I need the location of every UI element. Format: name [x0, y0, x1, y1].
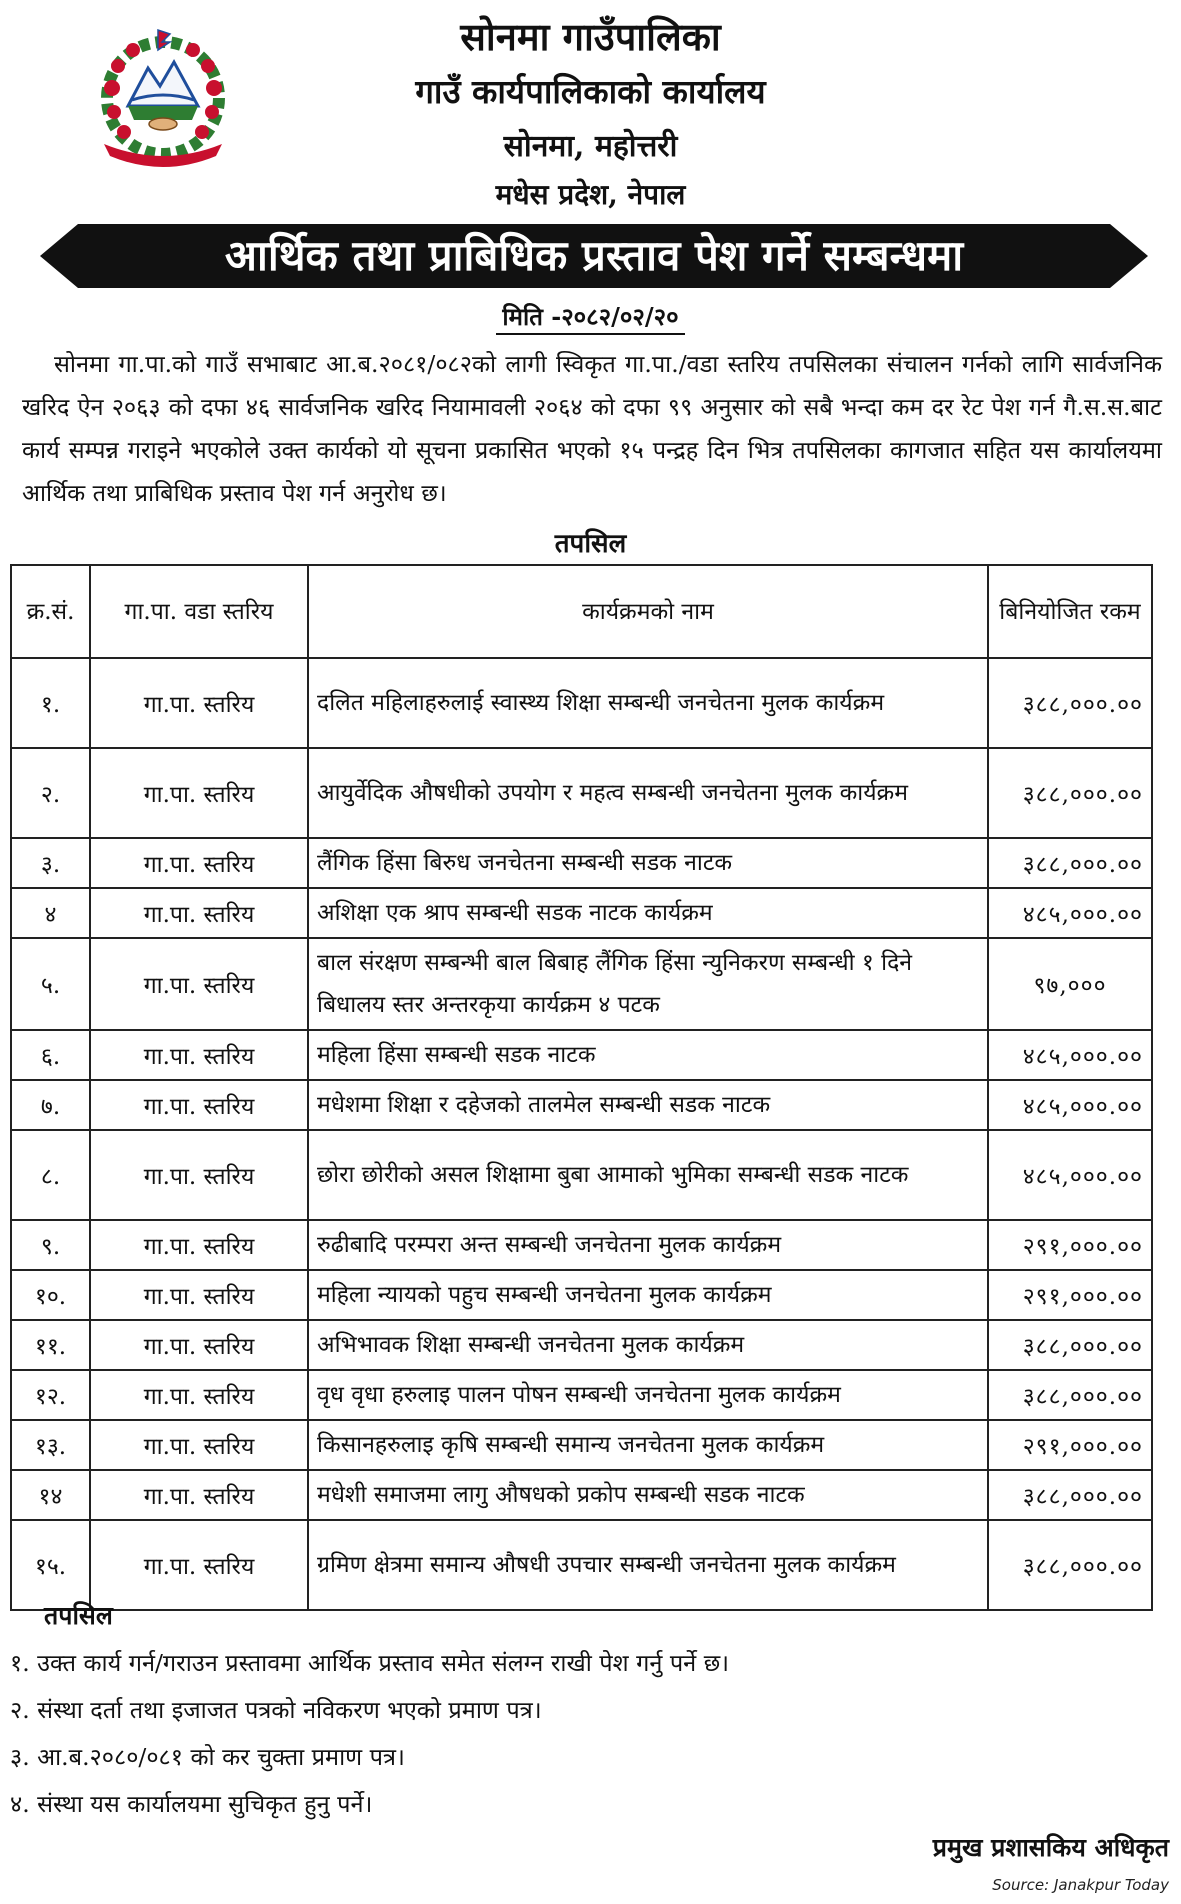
- row-program-name: रुढीबादि परम्परा अन्त सम्बन्धी जनचेतना मुलक कार्यक्रम: [308, 1220, 988, 1270]
- row-amount: ९७,०००: [988, 938, 1152, 1030]
- table-row: [11, 1320, 1152, 1370]
- row-level: गा.पा. स्तरिय: [90, 1420, 308, 1470]
- table-row: [11, 1370, 1152, 1420]
- row-amount: ४८५,०००.००: [988, 1080, 1152, 1130]
- location: सोनमा, महोत्तरी: [503, 129, 678, 164]
- office-name: गाउँ कार्यपालिकाको कार्यालय: [415, 72, 766, 111]
- row-level: गा.पा. स्तरिय: [90, 838, 308, 888]
- row-program-name: दलित महिलाहरुलाई स्वास्थ्य शिक्षा सम्बन्धी जनचेतना मुलक कार्यक्रम: [308, 658, 988, 748]
- list-item: ४. संस्था यस कार्यालयमा सुचिकृत हुनु पर्ने।: [10, 1790, 373, 1818]
- row-level: गा.पा. स्तरिय: [90, 1080, 308, 1130]
- list-item: २. संस्था दर्ता तथा इजाजत पत्रको नविकरण भएको प्रमाण पत्र।: [10, 1696, 542, 1724]
- row-serial: १२.: [11, 1370, 90, 1420]
- row-amount: ३८८,०००.००: [988, 1320, 1152, 1370]
- row-level: गा.पा. स्तरिय: [90, 658, 308, 748]
- row-serial: ३.: [11, 838, 90, 888]
- row-amount: ३८८,०००.००: [988, 838, 1152, 888]
- col-level: गा.पा. वडा स्तरिय: [90, 565, 308, 658]
- notes-title: तपसिल: [44, 1601, 113, 1630]
- table-row: [11, 1030, 1152, 1080]
- row-program-name: बाल संरक्षण सम्बन्भी बाल बिबाह लैंगिक हिंसा न्युनिकरण सम्बन्धी १ दिने बिधालय स्तर अन्तरकृया कार्यक्रम ४ पटक: [308, 938, 988, 1030]
- row-amount: ३८८,०००.००: [988, 658, 1152, 748]
- table-row: [11, 888, 1152, 938]
- row-level: गा.पा. स्तरिय: [90, 1030, 308, 1080]
- row-program-name: ग्रमिण क्षेत्रमा समान्य औषधी उपचार सम्बन्धी जनचेतना मुलक कार्यक्रम: [308, 1520, 988, 1610]
- table-row: [11, 1420, 1152, 1470]
- row-program-name: आयुर्वेदिक औषधीको उपयोग र महत्व सम्बन्धी जनचेतना मुलक कार्यक्रम: [308, 748, 988, 838]
- table-header-row: [11, 565, 1152, 658]
- table-row: [11, 1220, 1152, 1270]
- row-amount: ४८५,०००.००: [988, 1130, 1152, 1220]
- table-row: [11, 1470, 1152, 1520]
- row-serial: १३.: [11, 1420, 90, 1470]
- table-row: [11, 838, 1152, 888]
- row-level: गा.पा. स्तरिय: [90, 1520, 308, 1610]
- row-serial: ११.: [11, 1320, 90, 1370]
- notice-body: सोनमा गा.पा.को गाउँ सभाबाट आ.ब.२०८१/०८२को लागी स्विकृत गा.पा./वडा स्तरिय तपसिलका संचालन गर्नको लागि सार्वजनिक खरिद ऐन २०६३ को दफा ४६ सार्वजनिक खरिद नियामावली २०६४ को दफा ९९ अनुसार को सबै भन्दा कम दर रेट पेश गर्न गै.स.स.बाट कार्य सम्पन्न गराइने भएकोले उक्त कार्यको यो सूचना प्रकासित भएको १५ पन्द्रह दिन भित्र तपसिलका कागजात सहित यस कार्यालयमा आर्थिक तथा प्राबिधिक प्रस्ताव पेश गर्न अनुरोध छ।: [22, 350, 1162, 507]
- notes-list: [10, 1640, 1160, 1828]
- row-program-name: वृध वृधा हरुलाइ पालन पोषन सम्बन्धी जनचेतना मुलक कार्यक्रम: [308, 1370, 988, 1420]
- table-row: [11, 748, 1152, 838]
- row-level: गा.पा. स्तरिय: [90, 938, 308, 1030]
- row-level: गा.पा. स्तरिय: [90, 1220, 308, 1270]
- notice-date: [0, 300, 1181, 333]
- row-program-name: अशिक्षा एक श्राप सम्बन्धी सडक नाटक कार्यक्रम: [308, 888, 988, 938]
- row-program-name: महिला हिंसा सम्बन्धी सडक नाटक: [308, 1030, 988, 1080]
- col-program-name: कार्यक्रमको नाम: [308, 565, 988, 658]
- row-serial: ४: [11, 888, 90, 938]
- table-row: [11, 1520, 1152, 1610]
- program-table: [10, 564, 1153, 1611]
- table-row: [11, 1270, 1152, 1320]
- row-amount: ४८५,०००.००: [988, 1030, 1152, 1080]
- title-banner: [40, 222, 1148, 290]
- row-amount: ४८५,०००.००: [988, 888, 1152, 938]
- row-serial: १५.: [11, 1520, 90, 1610]
- row-program-name: किसानहरुलाइ कृषि सम्बन्धी समान्य जनचेतना मुलक कार्यक्रम: [308, 1420, 988, 1470]
- row-level: गा.पा. स्तरिय: [90, 1320, 308, 1370]
- province: मधेस प्रदेश, नेपाल: [495, 178, 686, 211]
- row-level: गा.पा. स्तरिय: [90, 1370, 308, 1420]
- row-program-name: अभिभावक शिक्षा सम्बन्धी जनचेतना मुलक कार्यक्रम: [308, 1320, 988, 1370]
- notice-title: आर्थिक तथा प्राबिधिक प्रस्ताव पेश गर्ने सम्बन्धमा: [224, 231, 964, 280]
- table-heading: तपसिल: [554, 529, 627, 559]
- row-amount: ३८८,०००.००: [988, 1520, 1152, 1610]
- row-serial: ५.: [11, 938, 90, 1030]
- row-serial: १.: [11, 658, 90, 748]
- table-row: [11, 658, 1152, 748]
- row-amount: ३८८,०००.००: [988, 1470, 1152, 1520]
- source-credit: Source: Janakpur Today: [992, 1876, 1169, 1894]
- col-serial: क्र.सं.: [11, 565, 90, 658]
- table-row: [11, 1080, 1152, 1130]
- row-level: गा.पा. स्तरिय: [90, 1270, 308, 1320]
- row-serial: २.: [11, 748, 90, 838]
- row-serial: ९.: [11, 1220, 90, 1270]
- row-program-name: महिला न्यायको पहुच सम्बन्धी जनचेतना मुलक कार्यक्रम: [308, 1270, 988, 1320]
- col-amount: बिनियोजित रकम: [988, 565, 1152, 658]
- row-amount: २९१,०००.००: [988, 1270, 1152, 1320]
- signatory-title: प्रमुख प्रशासकिय अधिकृत: [932, 1833, 1169, 1862]
- row-program-name: लैंगिक हिंसा बिरुध जनचेतना सम्बन्धी सडक नाटक: [308, 838, 988, 888]
- municipality-name: सोनमा गाउँपालिका: [460, 14, 721, 59]
- list-item: ३. आ.ब.२०८०/०८१ को कर चुक्ता प्रमाण पत्र।: [10, 1743, 405, 1771]
- row-serial: १४: [11, 1470, 90, 1520]
- row-amount: ३८८,०००.००: [988, 1370, 1152, 1420]
- row-serial: ६.: [11, 1030, 90, 1080]
- row-program-name: मधेशी समाजमा लागु औषधको प्रकोप सम्बन्धी सडक नाटक: [308, 1470, 988, 1520]
- row-amount: ३८८,०००.००: [988, 748, 1152, 838]
- row-amount: २९१,०००.००: [988, 1220, 1152, 1270]
- row-level: गा.पा. स्तरिय: [90, 1470, 308, 1520]
- date-text: मिति -२०८२/०२/२०: [496, 302, 684, 335]
- row-serial: ८.: [11, 1130, 90, 1220]
- list-item: १. उक्त कार्य गर्न/गराउन प्रस्तावमा आर्थिक प्रस्ताव समेत संलग्न राखी पेश गर्नु पर्ने छ।: [10, 1649, 730, 1677]
- table-row: [11, 1130, 1152, 1220]
- row-serial: ७.: [11, 1080, 90, 1130]
- row-level: गा.पा. स्तरिय: [90, 888, 308, 938]
- row-serial: १०.: [11, 1270, 90, 1320]
- row-level: गा.पा. स्तरिय: [90, 1130, 308, 1220]
- table-row: [11, 938, 1152, 1030]
- row-amount: २९१,०००.००: [988, 1420, 1152, 1470]
- row-program-name: छोरा छोरीको असल शिक्षामा बुबा आमाको भुमिका सम्बन्धी सडक नाटक: [308, 1130, 988, 1220]
- row-level: गा.पा. स्तरिय: [90, 748, 308, 838]
- row-program-name: मधेशमा शिक्षा र दहेजको तालमेल सम्बन्धी सडक नाटक: [308, 1080, 988, 1130]
